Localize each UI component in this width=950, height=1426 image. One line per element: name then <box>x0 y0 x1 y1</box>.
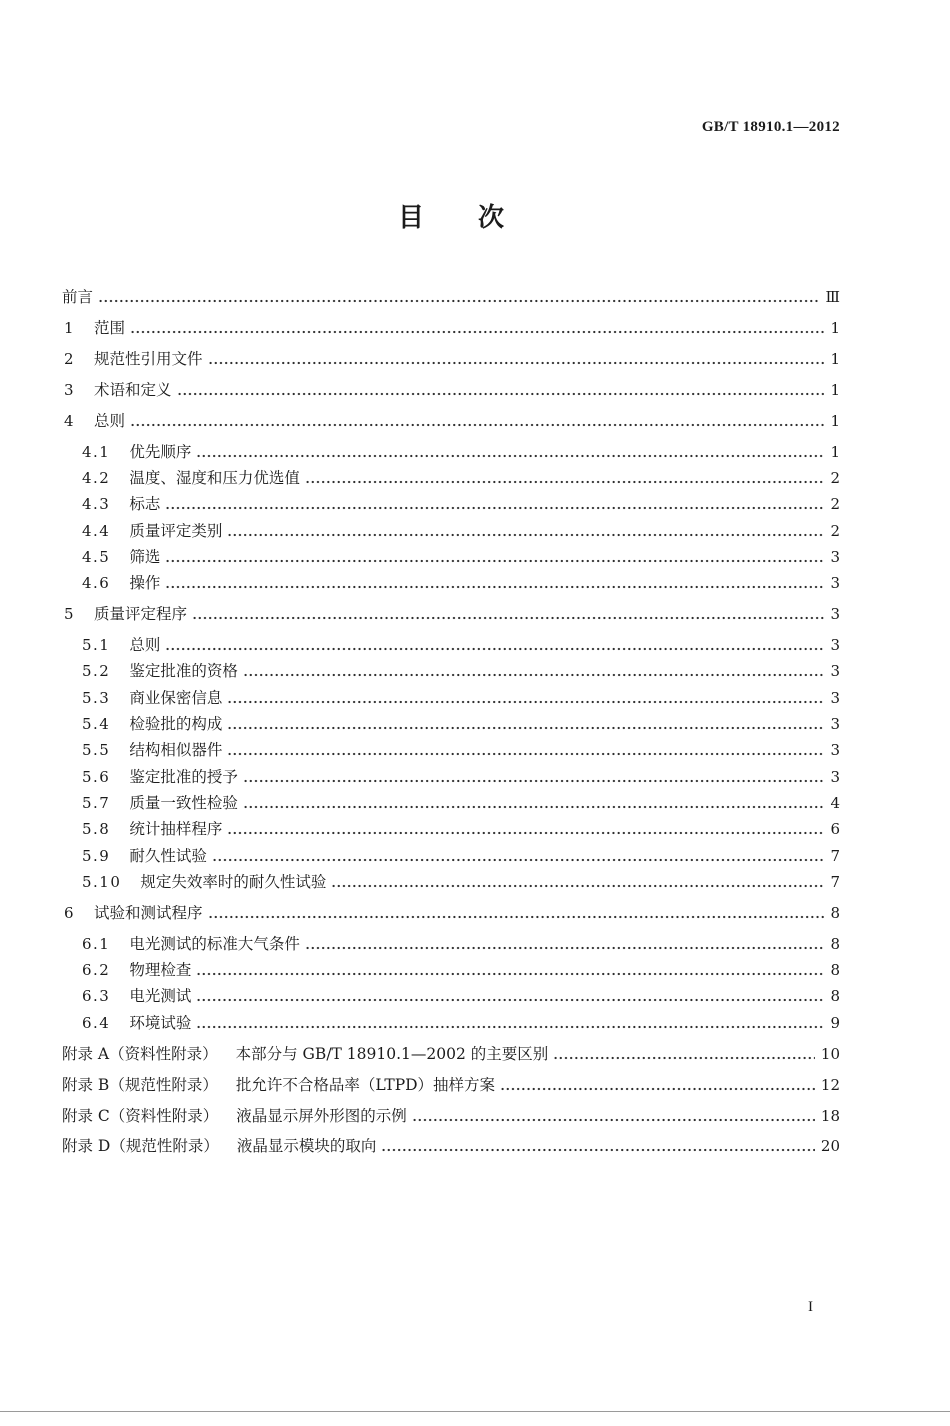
toc-entry-page: 10 <box>820 1044 840 1063</box>
dot-leader <box>130 315 824 341</box>
toc-entry-title: 鉴定批准的授予 <box>129 767 238 786</box>
toc-entry <box>62 377 840 403</box>
toc-entry <box>62 900 840 926</box>
toc-entry-page: 1 <box>830 318 840 337</box>
appendix-entry <box>62 1133 840 1159</box>
toc-entry <box>62 737 840 763</box>
toc-entry <box>62 346 840 372</box>
toc-entry-number: 6.3 <box>82 987 111 1006</box>
toc-entry <box>62 764 840 790</box>
dot-leader <box>192 601 824 627</box>
appendix-entry <box>62 1041 840 1067</box>
page-title: 目次 <box>397 203 558 233</box>
toc-entry-number: 4.4 <box>82 521 111 540</box>
toc-entry-title: 耐久性试验 <box>129 846 207 865</box>
toc-entry-page: 9 <box>830 1013 840 1032</box>
appendix-title: 本部分与 GB/T 18910.1—2002 的主要区别 <box>235 1044 549 1063</box>
toc-entry <box>62 284 840 310</box>
toc-entry-title: 优先顺序 <box>129 442 192 461</box>
toc-entry-title: 温度、湿度和压力优选值 <box>129 469 300 488</box>
toc-entry-page: 8 <box>830 934 840 953</box>
toc-entry-title: 规范性引用文件 <box>94 349 203 368</box>
dot-leader <box>227 685 824 711</box>
toc-entry-number: 3 <box>64 380 76 399</box>
toc-entry <box>62 601 840 627</box>
toc-entry-title: 前言 <box>62 288 94 306</box>
dot-leader <box>208 900 825 926</box>
toc-entry <box>62 315 840 341</box>
dot-leader <box>243 658 825 684</box>
toc-entry-title: 物理检查 <box>129 961 192 980</box>
footer-page-number: I <box>808 1299 813 1315</box>
dot-leader <box>381 1133 815 1159</box>
dot-leader <box>196 1010 824 1036</box>
dot-leader <box>165 491 824 517</box>
toc-entry-number: 4.5 <box>82 547 111 566</box>
appendix-label: 附录 B（规范性附录） <box>62 1075 218 1094</box>
toc-entry-number: 5.2 <box>82 662 111 681</box>
toc-entry-number: 5.1 <box>82 636 111 655</box>
toc-entry-page: 8 <box>830 961 840 980</box>
dot-leader <box>305 465 825 491</box>
toc-entry-page: 3 <box>830 741 840 760</box>
toc-entry-page: 12 <box>820 1075 840 1094</box>
dot-leader <box>98 284 820 310</box>
toc-entry <box>62 465 840 491</box>
toc-entry-number: 5 <box>64 605 76 624</box>
dot-leader <box>305 931 825 957</box>
toc-entry-page: 1 <box>830 380 840 399</box>
dot-leader <box>553 1041 815 1067</box>
scan-edge-line <box>0 1411 950 1412</box>
toc-entry-title: 统计抽样程序 <box>129 820 223 839</box>
toc-entry-title: 质量评定类别 <box>129 521 223 540</box>
toc-entry <box>62 1010 840 1036</box>
toc-entry-number: 5.10 <box>82 872 122 891</box>
dot-leader <box>227 816 824 842</box>
toc-entry-page: 3 <box>830 636 840 655</box>
toc-entry-page: 8 <box>830 903 840 922</box>
toc-entry-title: 结构相似器件 <box>129 741 223 760</box>
appendix-title: 液晶显示屏外形图的示例 <box>236 1106 407 1125</box>
dot-leader <box>212 843 825 869</box>
toc-entry-title: 术语和定义 <box>94 380 172 399</box>
toc-entry <box>62 491 840 517</box>
toc-entry-title: 质量评定程序 <box>94 605 188 624</box>
toc-entry-title: 范围 <box>94 318 126 337</box>
toc-entry-number: 6 <box>64 903 76 922</box>
appendix-label: 附录 D（规范性附录） <box>62 1137 219 1156</box>
toc-entry-page: 2 <box>830 469 840 488</box>
dot-leader <box>243 764 825 790</box>
toc-entry-title: 质量一致性检验 <box>129 793 238 812</box>
toc-entry <box>62 790 840 816</box>
toc-entry-page: 3 <box>830 767 840 786</box>
toc-entry <box>62 869 840 895</box>
dot-leader <box>227 518 824 544</box>
toc-entry-page: 1 <box>830 349 840 368</box>
toc-entry-number: 1 <box>64 318 76 337</box>
toc-entry-title: 试验和测试程序 <box>94 903 203 922</box>
toc-entry-title: 规定失效率时的耐久性试验 <box>140 872 327 891</box>
dot-leader <box>196 983 824 1009</box>
appendix-label: 附录 C（资料性附录） <box>62 1106 219 1125</box>
toc-entry-number: 5.5 <box>82 741 111 760</box>
appendix-entry <box>62 1103 840 1129</box>
toc-entry-number: 5.9 <box>82 846 111 865</box>
toc-entry-page: 7 <box>830 846 840 865</box>
toc-entry-page: 3 <box>830 605 840 624</box>
toc-entry <box>62 816 840 842</box>
toc-entry-number: 4.6 <box>82 574 111 593</box>
toc-entry-number: 4.1 <box>82 442 111 461</box>
toc-entry <box>62 931 840 957</box>
dot-leader <box>500 1072 815 1098</box>
toc-entry-title: 标志 <box>129 495 161 514</box>
dot-leader <box>165 570 824 596</box>
toc-entry-page: 3 <box>830 574 840 593</box>
toc-entry-number: 5.6 <box>82 767 111 786</box>
toc-entry-page: 1 <box>830 411 840 430</box>
toc-entry-title: 筛选 <box>129 547 161 566</box>
appendix-title: 批允许不合格品率（LTPD）抽样方案 <box>235 1075 496 1094</box>
toc-entry-page: 1 <box>830 442 840 461</box>
toc-entry-page: 2 <box>830 521 840 540</box>
toc-entry-title: 检验批的构成 <box>129 715 223 734</box>
toc-entry-title: 鉴定批准的资格 <box>129 662 238 681</box>
toc-entry-number: 4.2 <box>82 469 111 488</box>
toc-entry-page: 2 <box>830 495 840 514</box>
toc-entry <box>62 570 840 596</box>
toc-entry-title: 电光测试 <box>129 987 192 1006</box>
toc-entry-number: 5.3 <box>82 688 111 707</box>
toc-entry-number: 6.2 <box>82 961 111 980</box>
toc-entry-page: 3 <box>830 547 840 566</box>
dot-leader <box>165 544 824 570</box>
toc-entry-page: Ⅲ <box>825 288 840 306</box>
dot-leader <box>227 711 824 737</box>
toc-entry-page: 3 <box>830 688 840 707</box>
dot-leader <box>331 869 824 895</box>
appendix-entry <box>62 1072 840 1098</box>
toc-entry <box>62 632 840 658</box>
toc-entry-page: 4 <box>830 793 840 812</box>
appendix-label: 附录 A（资料性附录） <box>62 1044 218 1063</box>
toc-entry-page: 6 <box>830 820 840 839</box>
toc-entry <box>62 685 840 711</box>
dot-leader <box>177 377 825 403</box>
toc-entry <box>62 408 840 434</box>
appendix-title: 液晶显示模块的取向 <box>236 1137 377 1156</box>
toc-entry-title: 总则 <box>94 411 126 430</box>
toc-entry-title: 电光测试的标准大气条件 <box>129 934 300 953</box>
toc-entry-title: 商业保密信息 <box>129 688 223 707</box>
toc-entry-number: 2 <box>64 349 76 368</box>
standard-number: GB/T 18910.1—2012 <box>701 119 840 135</box>
dot-leader <box>196 957 824 983</box>
toc-entry <box>62 544 840 570</box>
toc-entry <box>62 658 840 684</box>
dot-leader <box>165 632 824 658</box>
toc-entry <box>62 439 840 465</box>
toc-entry <box>62 711 840 737</box>
toc-entry <box>62 957 840 983</box>
toc-entry <box>62 518 840 544</box>
dot-leader <box>243 790 825 816</box>
toc-entry-title: 操作 <box>129 574 161 593</box>
toc-entry-page: 18 <box>820 1106 840 1125</box>
dot-leader <box>208 346 825 372</box>
toc-entry-title: 总则 <box>129 636 161 655</box>
toc-entry-number: 5.7 <box>82 793 111 812</box>
toc-entry-page: 3 <box>830 662 840 681</box>
dot-leader <box>227 737 824 763</box>
toc-entry-page: 20 <box>820 1137 840 1156</box>
toc-entry <box>62 983 840 1009</box>
dot-leader <box>412 1103 815 1129</box>
toc-entry-number: 4 <box>64 411 76 430</box>
toc-entry-number: 6.4 <box>82 1013 111 1032</box>
toc-entry-page: 8 <box>830 987 840 1006</box>
toc-entry-page: 7 <box>830 872 840 891</box>
toc-entry <box>62 843 840 869</box>
toc-entry-page: 3 <box>830 715 840 734</box>
dot-leader <box>196 439 824 465</box>
toc-entry-number: 5.8 <box>82 820 111 839</box>
dot-leader <box>130 408 824 434</box>
toc-entry-number: 4.3 <box>82 495 111 514</box>
toc-entry-number: 6.1 <box>82 934 111 953</box>
toc-entry-title: 环境试验 <box>129 1013 192 1032</box>
toc-entry-number: 5.4 <box>82 715 111 734</box>
